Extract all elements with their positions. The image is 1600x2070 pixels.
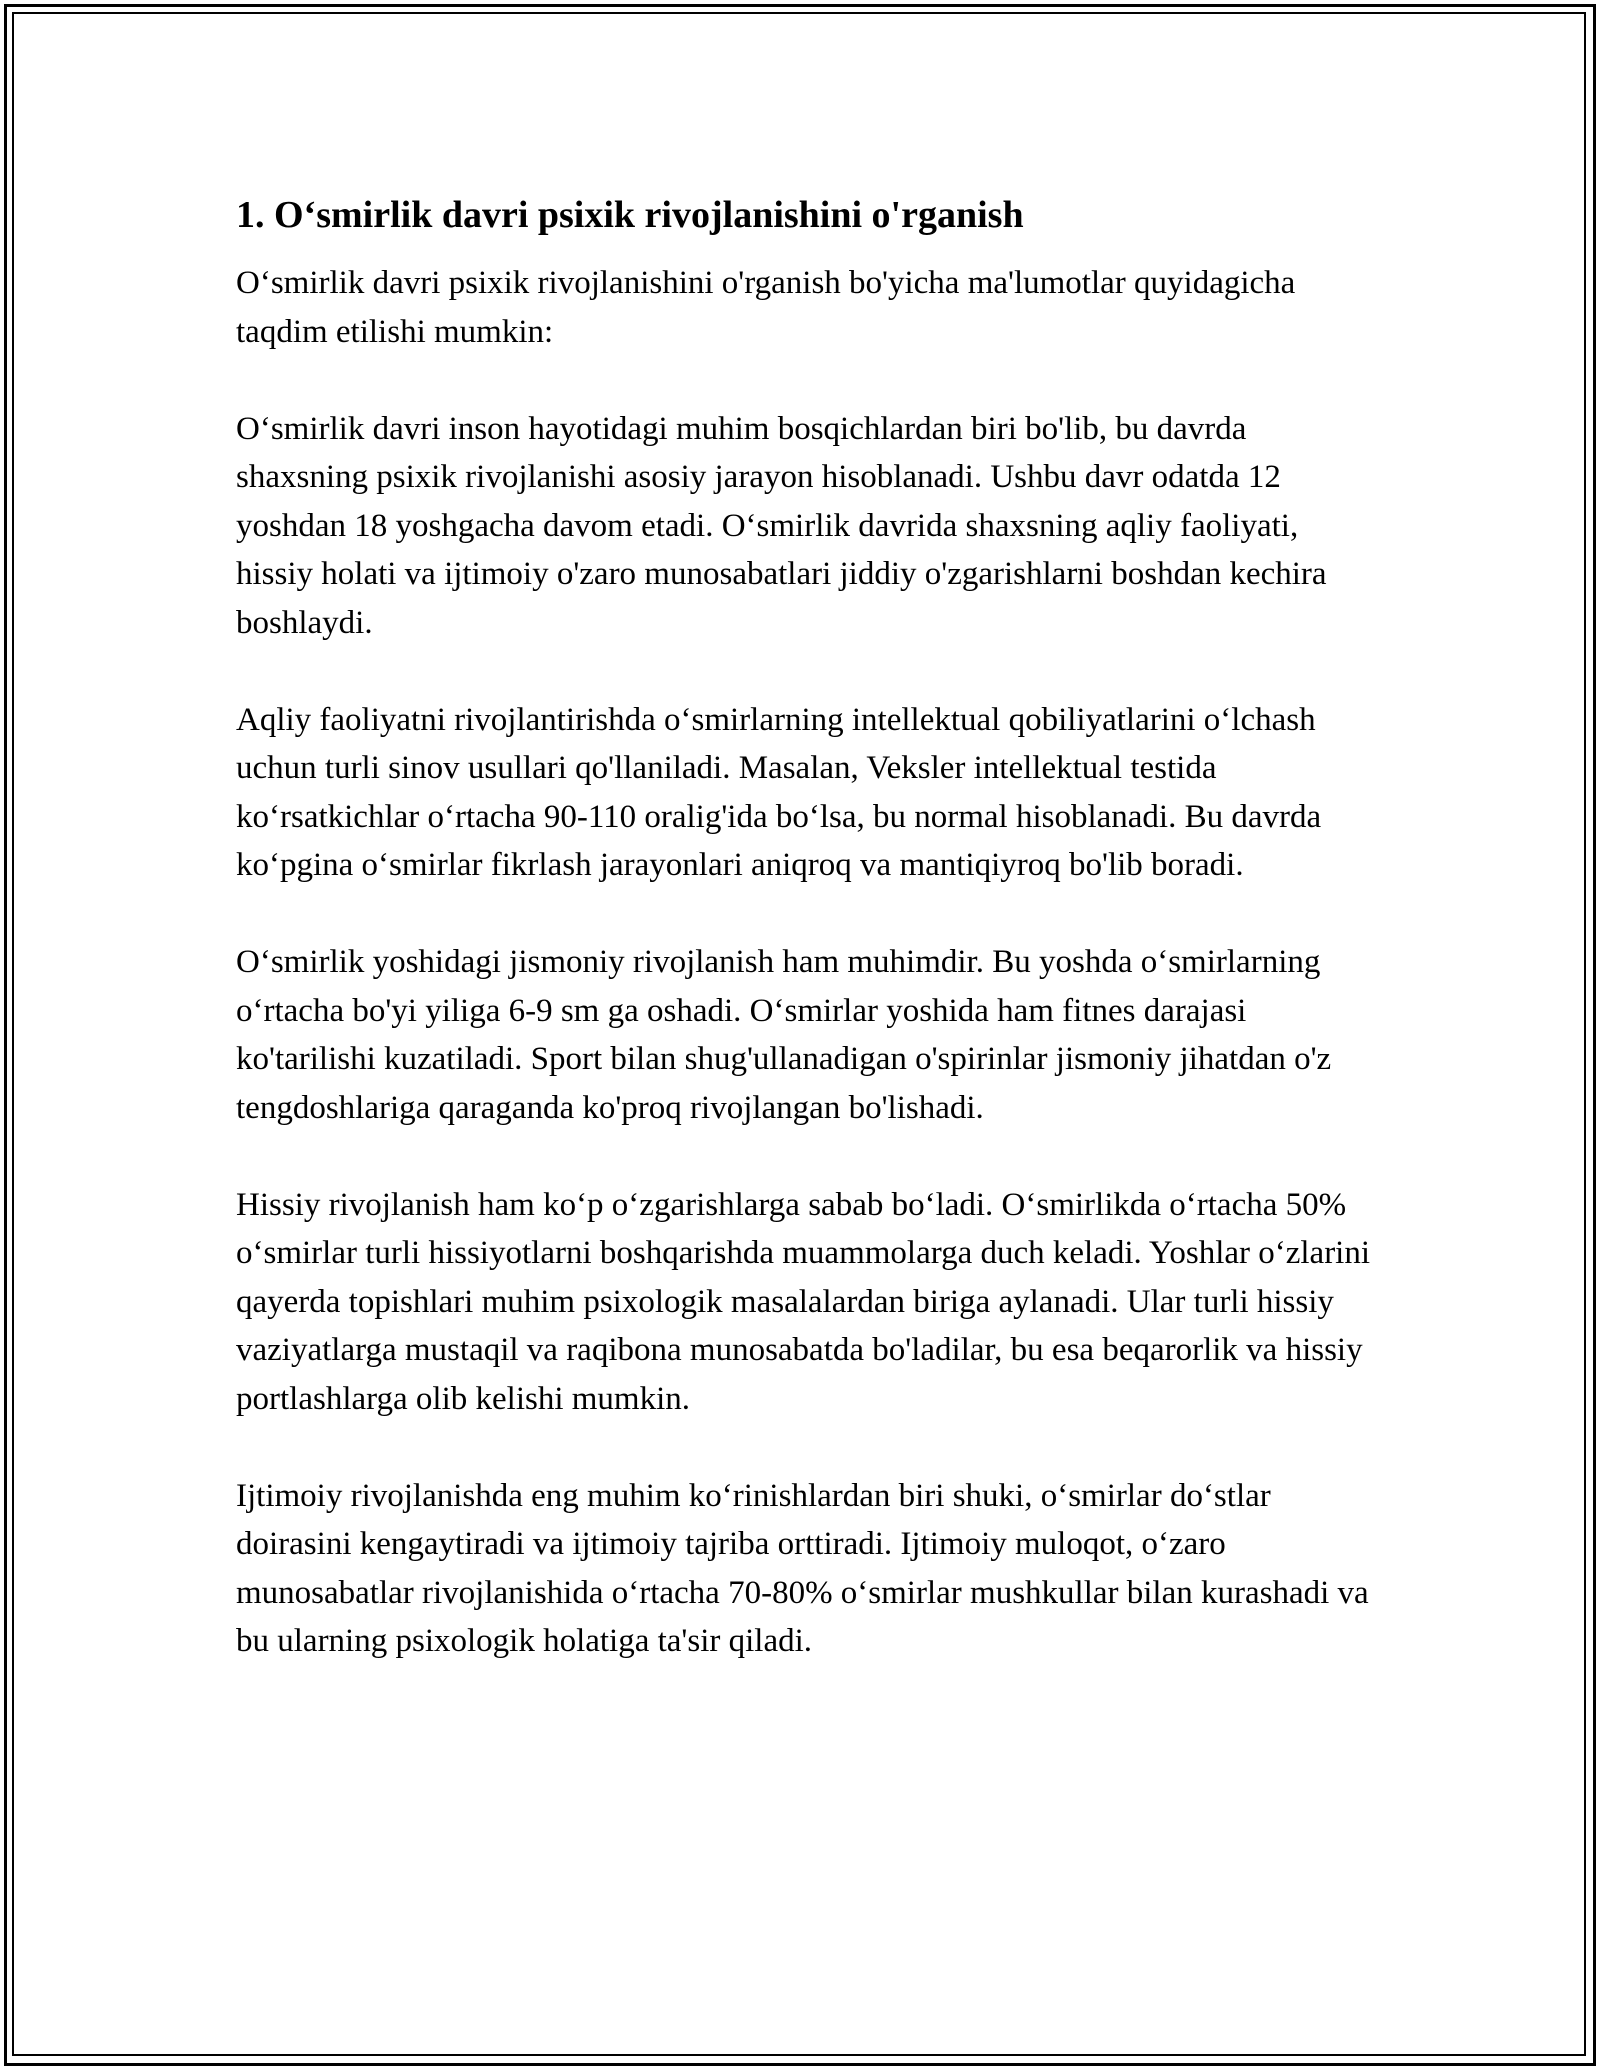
section-heading: 1. O‘smirlik davri psixik rivojlanishini o'rganish xyxy=(236,194,1024,236)
paragraph-intro: O‘smirlik davri psixik rivojlanishini o'rganish bo'yicha ma'lumotlar quyidagicha taqdim etilishi mumkin: xyxy=(236,265,1296,350)
paragraph-physical: O‘smirlik yoshidagi jismoniy rivojlanish ham muhimdir. Bu yoshda o‘smirlarning o‘rtacha bo'yi yiliga 6-9 sm ga oshadi. O‘smirlar yoshida ham fitnes darajasi ko'tarilishi kuzatiladi. Sport bilan shug'ullanadigan o'spirinlar jismoniy jihatdan o'z tengdoshlariga qaraganda ko'proq rivojlangan bo'lishadi. xyxy=(236,944,1332,1126)
paragraph-cognitive: Aqliy faoliyatni rivojlantirishda o‘smirlarning intellektual qobiliyatlarini o‘lchash uchun turli sinov usullari qo'llaniladi. Masalan, Veksler intellektual testida ko‘rsatkichlar o‘rtacha 90-110 oralig'ida bo‘lsa, bu normal hisoblanadi. Bu davrda ko‘pgina o‘smirlar fikrlash jarayonlari aniqroq va mantiqiyroq bo'lib boradi. xyxy=(236,701,1322,883)
paragraph-overview: O‘smirlik davri inson hayotidagi muhim bosqichlardan biri bo'lib, bu davrda shaxsning psixik rivojlanishi asosiy jarayon hisoblanadi. Ushbu davr odatda 12 yoshdan 18 yoshgacha davom etadi. O‘smirlik davrida shaxsning aqliy faoliyati, hissiy holati va ijtimoiy o'zaro munosabatlari jiddiy o'zgarishlarni boshdan kechira boshlaydi. xyxy=(236,410,1327,641)
paragraph-emotional: Hissiy rivojlanish ham ko‘p o‘zgarishlarga sabab bo‘ladi. O‘smirlikda o‘rtacha 50% o‘smirlar turli hissiyotlarni boshqarishda muammolarga duch keladi. Yoshlar o‘zlarini qayerda topishlari muhim psixologik masalalardan biriga aylanadi. Ular turli hissiy vaziyatlarga mustaqil va raqibona munosabatda bo'ladilar, bu esa beqarorlik va hissiy portlashlarga olib kelishi mumkin. xyxy=(236,1186,1371,1417)
document-body xyxy=(236,187,1376,1666)
paragraph-social: Ijtimoiy rivojlanishda eng muhim ko‘rinishlardan biri shuki, o‘smirlar do‘stlar doirasini kengaytiradi va ijtimoiy tajriba orttiradi. Ijtimoiy muloqot, o‘zaro munosabatlar rivojlanishida o‘rtacha 70-80% o‘smirlar mushkullar bilan kurashadi va bu ularning psixologik holatiga ta'sir qiladi. xyxy=(236,1477,1369,1659)
